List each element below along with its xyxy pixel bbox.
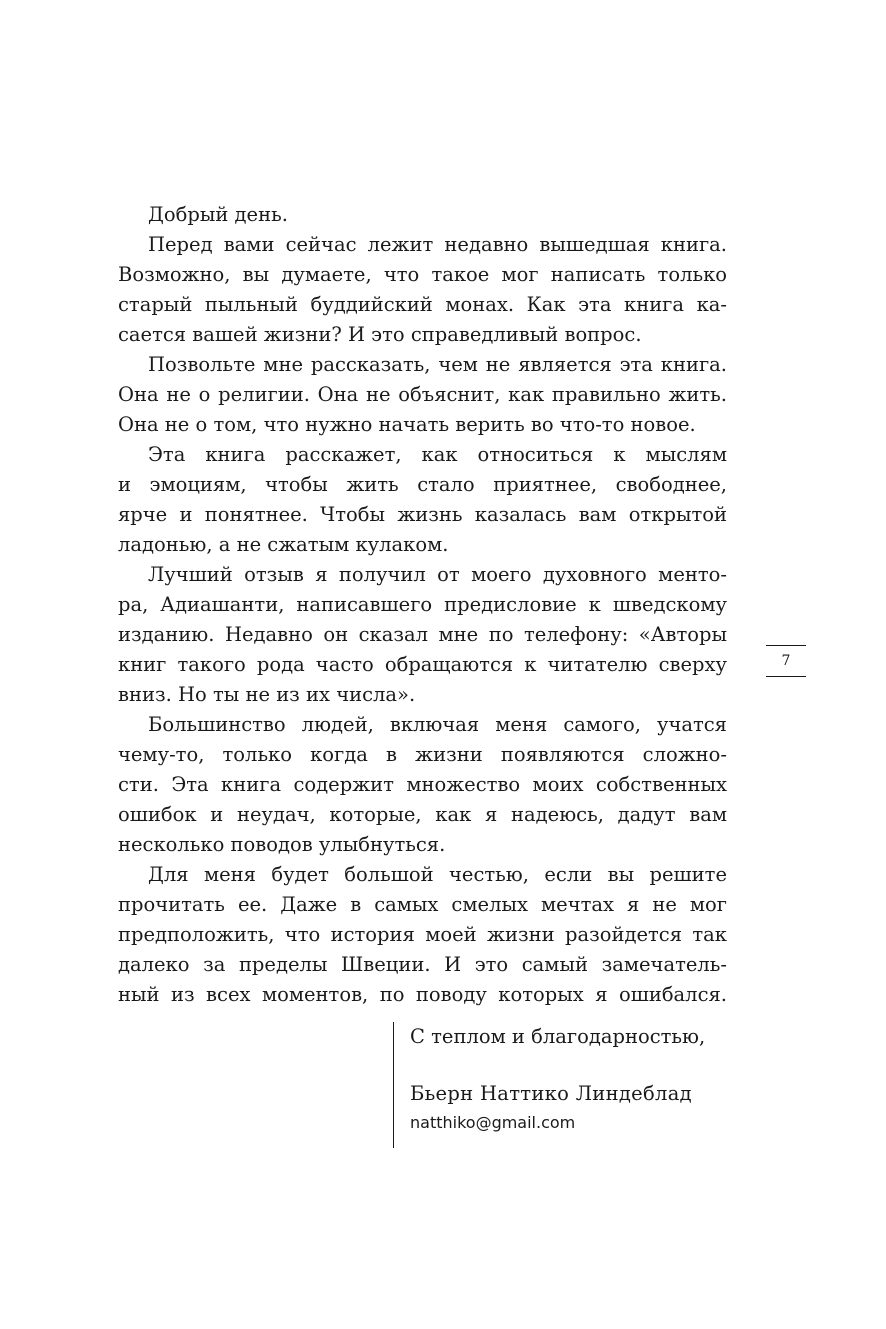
paragraph-line: ярче и понятнее. Чтобы жизнь казалась вам открытой (118, 503, 727, 526)
paragraph-line: Она не о религии. Она не объяснит, как правильно жить. (118, 383, 727, 406)
paragraph-line: сти. Эта книга содержит множество моих собственных (118, 773, 727, 796)
paragraph-line: Для меня будет большой честью, если вы решите (148, 863, 727, 886)
paragraph-line: несколько поводов улыбнуться. (118, 833, 446, 856)
greeting-line: Добрый день. (148, 203, 288, 226)
paragraph-line: изданию. Недавно он сказал мне по телефону: «Авторы (118, 623, 727, 646)
paragraph-line: прочитать ее. Даже в самых смелых мечтах я не мог (118, 893, 727, 916)
paragraph-line: ра, Адиашанти, написавшего предисловие к шведскому (118, 593, 727, 616)
paragraph-line: Она не о том, что нужно начать верить во что-то новое. (118, 413, 696, 436)
paragraph-line: Перед вами сейчас лежит недавно вышедшая книга. (148, 233, 727, 256)
signature-closing: С теплом и благодарностью, (410, 1025, 706, 1048)
paragraph-line: чему-то, только когда в жизни появляются сложно- (118, 743, 727, 766)
paragraph-line: сается вашей жизни? И это справедливый вопрос. (118, 323, 642, 346)
paragraph-line: Позвольте мне рассказать, чем не является эта книга. (148, 353, 727, 376)
letter-body (118, 200, 727, 1010)
paragraph-line: ный из всех моментов, по поводу которых я ошибался. (118, 983, 727, 1006)
paragraph-line: старый пыльный буддийский монах. Как эта книга ка- (118, 293, 727, 316)
paragraph-line: ладонью, а не сжатым кулаком. (118, 533, 449, 556)
page-number-marker (766, 645, 806, 677)
paragraph-line: и эмоциям, чтобы жить стало приятнее, свободнее, (118, 473, 727, 496)
paragraph-line: Лучший отзыв я получил от моего духовного менто- (148, 563, 727, 586)
paragraph-line: Возможно, вы думаете, что такое мог написать только (118, 263, 727, 286)
signature-author-name: Бьерн Наттико Линдеблад (410, 1082, 692, 1105)
paragraph-line: ошибок и неудач, которые, как я надеюсь, дадут вам (118, 803, 727, 826)
page-number-bottom-rule (766, 676, 806, 677)
paragraph-line: далеко за пределы Швеции. И это самый замечатель- (118, 953, 727, 976)
paragraph-line: вниз. Но ты не из их числа». (118, 683, 416, 706)
paragraph-line: Эта книга расскажет, как относиться к мыслям (148, 443, 727, 466)
signature-email: natthiko@gmail.com (410, 1113, 576, 1132)
page-number: 7 (781, 653, 791, 669)
paragraph-line: предположить, что история моей жизни разойдется так (118, 923, 727, 946)
paragraph-line: книг такого рода часто обращаются к читателю сверху (118, 653, 727, 676)
signature-block (393, 1022, 705, 1148)
paragraph-line: Большинство людей, включая меня самого, учатся (148, 713, 727, 736)
